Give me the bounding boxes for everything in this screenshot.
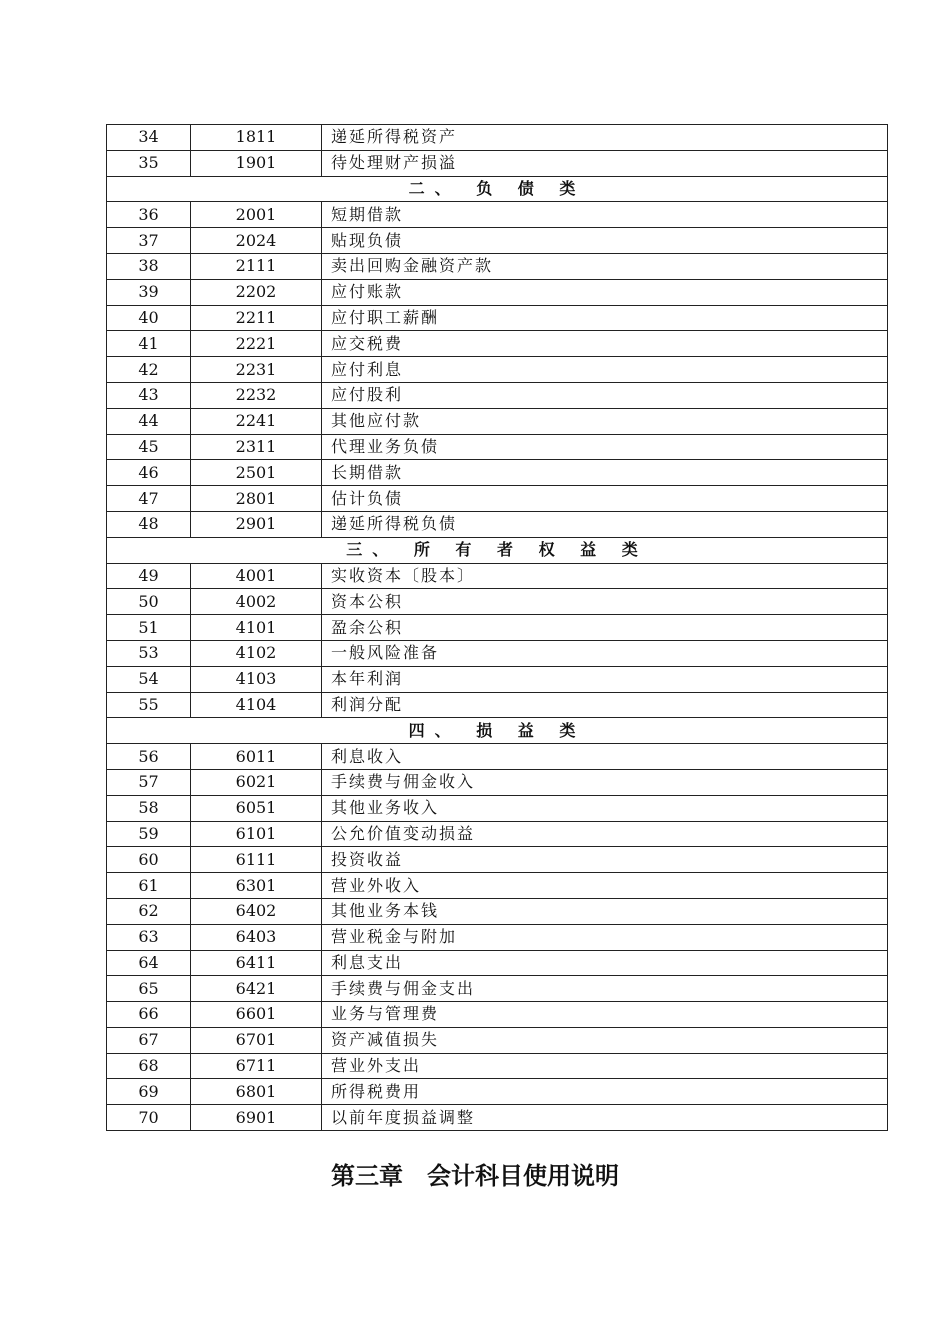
account-name: 所得税费用: [322, 1079, 888, 1105]
chapter-title: 第三章 会计科目使用说明: [331, 1162, 619, 1190]
account-code: 6801: [191, 1079, 322, 1105]
row-number: 54: [107, 666, 191, 692]
account-code: 4001: [191, 563, 322, 589]
table-row: [107, 873, 888, 899]
row-number: 67: [107, 1027, 191, 1053]
account-code: 2111: [191, 253, 322, 279]
row-number: 42: [107, 357, 191, 383]
table-row: [107, 125, 888, 151]
account-code: 2311: [191, 434, 322, 460]
row-number: 60: [107, 847, 191, 873]
row-number: 43: [107, 382, 191, 408]
table-row: [107, 1079, 888, 1105]
row-number: 44: [107, 408, 191, 434]
table-row: [107, 924, 888, 950]
account-code: 2231: [191, 357, 322, 383]
account-name: 应交税费: [322, 331, 888, 357]
table-row: [107, 150, 888, 176]
table-row: [107, 640, 888, 666]
row-number: 58: [107, 795, 191, 821]
account-code: 4104: [191, 692, 322, 718]
row-number: 35: [107, 150, 191, 176]
account-name: 手续费与佣金收入: [322, 769, 888, 795]
account-name: 卖出回购金融资产款: [322, 253, 888, 279]
account-code: 6301: [191, 873, 322, 899]
account-code: 2221: [191, 331, 322, 357]
account-name: 以前年度损益调整: [322, 1105, 888, 1131]
account-code: 6051: [191, 795, 322, 821]
table-row: [107, 898, 888, 924]
table-row: [107, 563, 888, 589]
table-row: [107, 408, 888, 434]
row-number: 50: [107, 589, 191, 615]
account-name: 递延所得税资产: [322, 125, 888, 151]
account-name: 业务与管理费: [322, 1002, 888, 1028]
accounts-table: [106, 124, 888, 1131]
account-name: 一般风险准备: [322, 640, 888, 666]
account-name: 递延所得税负债: [322, 511, 888, 537]
row-number: 57: [107, 769, 191, 795]
row-number: 56: [107, 744, 191, 770]
table-row: [107, 511, 888, 537]
account-name: 投资收益: [322, 847, 888, 873]
table-row: [107, 769, 888, 795]
account-code: 6101: [191, 821, 322, 847]
row-number: 66: [107, 1002, 191, 1028]
account-name: 估计负债: [322, 486, 888, 512]
table-row: [107, 976, 888, 1002]
row-number: 45: [107, 434, 191, 460]
account-code: 6411: [191, 950, 322, 976]
accounts-table-body: [107, 125, 888, 1131]
table-row: [107, 486, 888, 512]
row-number: 34: [107, 125, 191, 151]
account-name: 本年利润: [322, 666, 888, 692]
account-code: 6901: [191, 1105, 322, 1131]
account-code: 6011: [191, 744, 322, 770]
row-number: 47: [107, 486, 191, 512]
row-number: 53: [107, 640, 191, 666]
account-name: 应付利息: [322, 357, 888, 383]
account-name: 营业税金与附加: [322, 924, 888, 950]
account-name: 营业外支出: [322, 1053, 888, 1079]
table-row: [107, 228, 888, 254]
table-row: [107, 434, 888, 460]
account-name: 应付职工薪酬: [322, 305, 888, 331]
account-code: 2801: [191, 486, 322, 512]
account-code: 6601: [191, 1002, 322, 1028]
table-row: [107, 615, 888, 641]
row-number: 62: [107, 898, 191, 924]
table-row: [107, 382, 888, 408]
account-code: 6402: [191, 898, 322, 924]
account-name: 应付股利: [322, 382, 888, 408]
row-number: 65: [107, 976, 191, 1002]
account-code: 6403: [191, 924, 322, 950]
account-name: 资本公积: [322, 589, 888, 615]
row-number: 59: [107, 821, 191, 847]
account-code: 6021: [191, 769, 322, 795]
account-name: 利息支出: [322, 950, 888, 976]
table-row: [107, 692, 888, 718]
table-row: [107, 589, 888, 615]
row-number: 68: [107, 1053, 191, 1079]
account-code: 1811: [191, 125, 322, 151]
table-row: [107, 331, 888, 357]
table-row: [107, 305, 888, 331]
account-name: 公允价值变动损益: [322, 821, 888, 847]
table-row: [107, 950, 888, 976]
row-number: 55: [107, 692, 191, 718]
table-row: [107, 1002, 888, 1028]
account-name: 实收资本〔股本〕: [322, 563, 888, 589]
table-row: [107, 460, 888, 486]
account-code: 6421: [191, 976, 322, 1002]
row-number: 51: [107, 615, 191, 641]
table-row: [107, 821, 888, 847]
row-number: 38: [107, 253, 191, 279]
account-code: 2202: [191, 279, 322, 305]
row-number: 48: [107, 511, 191, 537]
row-number: 49: [107, 563, 191, 589]
section-title: 四、 损 益 类: [107, 718, 888, 744]
row-number: 37: [107, 228, 191, 254]
account-code: 4101: [191, 615, 322, 641]
section-title: 三、 所 有 者 权 益 类: [107, 537, 888, 563]
account-name: 其他业务本钱: [322, 898, 888, 924]
row-number: 63: [107, 924, 191, 950]
section-title: 二、 负 债 类: [107, 176, 888, 202]
account-code: 2501: [191, 460, 322, 486]
account-name: 盈余公积: [322, 615, 888, 641]
row-number: 64: [107, 950, 191, 976]
table-row: [107, 847, 888, 873]
account-name: 利润分配: [322, 692, 888, 718]
row-number: 39: [107, 279, 191, 305]
table-row: [107, 1105, 888, 1131]
table-row: [107, 744, 888, 770]
row-number: 70: [107, 1105, 191, 1131]
account-code: 2901: [191, 511, 322, 537]
account-code: 4002: [191, 589, 322, 615]
account-name: 贴现负债: [322, 228, 888, 254]
account-name: 其他应付款: [322, 408, 888, 434]
account-code: 6111: [191, 847, 322, 873]
table-row: [107, 795, 888, 821]
section-header-row: [107, 176, 888, 202]
section-header-row: [107, 718, 888, 744]
account-code: 6711: [191, 1053, 322, 1079]
account-name: 应付账款: [322, 279, 888, 305]
account-name: 资产减值损失: [322, 1027, 888, 1053]
account-code: 2241: [191, 408, 322, 434]
account-code: 2211: [191, 305, 322, 331]
account-name: 短期借款: [322, 202, 888, 228]
account-code: 2001: [191, 202, 322, 228]
account-code: 1901: [191, 150, 322, 176]
row-number: 69: [107, 1079, 191, 1105]
account-code: 4103: [191, 666, 322, 692]
table-row: [107, 202, 888, 228]
row-number: 36: [107, 202, 191, 228]
row-number: 40: [107, 305, 191, 331]
account-code: 2024: [191, 228, 322, 254]
table-row: [107, 666, 888, 692]
account-name: 手续费与佣金支出: [322, 976, 888, 1002]
account-name: 利息收入: [322, 744, 888, 770]
row-number: 46: [107, 460, 191, 486]
account-code: 6701: [191, 1027, 322, 1053]
section-header-row: [107, 537, 888, 563]
table-row: [107, 357, 888, 383]
table-row: [107, 253, 888, 279]
account-name: 长期借款: [322, 460, 888, 486]
table-row: [107, 1027, 888, 1053]
account-code: 2232: [191, 382, 322, 408]
row-number: 61: [107, 873, 191, 899]
account-name: 代理业务负债: [322, 434, 888, 460]
account-code: 4102: [191, 640, 322, 666]
row-number: 41: [107, 331, 191, 357]
table-row: [107, 1053, 888, 1079]
account-name: 营业外收入: [322, 873, 888, 899]
account-name: 待处理财产损溢: [322, 150, 888, 176]
account-name: 其他业务收入: [322, 795, 888, 821]
table-row: [107, 279, 888, 305]
